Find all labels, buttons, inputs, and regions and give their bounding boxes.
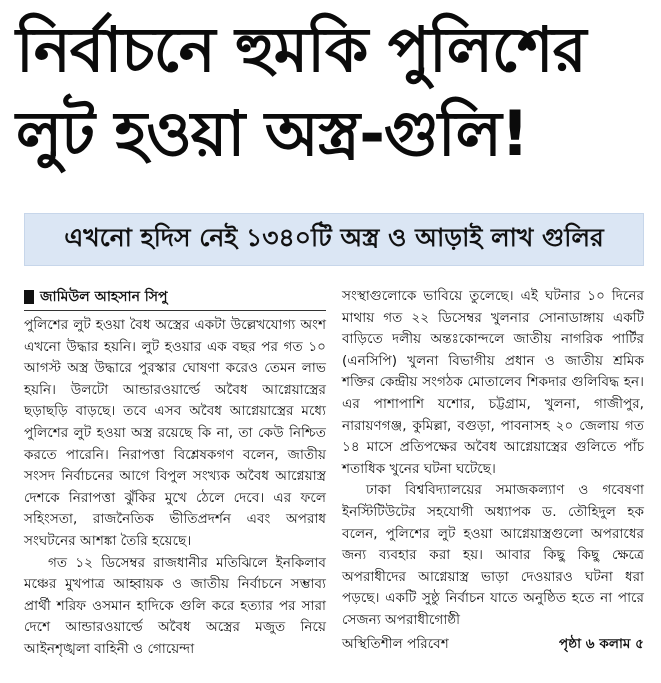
subheadline-box	[24, 213, 644, 266]
column-left	[24, 286, 326, 678]
headline-line-1: নির্বাচনে হুমকি পুলিশের	[16, 13, 586, 86]
paragraph-tail: অস্থিতিশীল পরিবেশ	[342, 635, 449, 652]
column-right	[342, 286, 644, 678]
byline	[24, 286, 326, 308]
paragraph: ঢাকা বিশ্ববিদ্যালয়ের সমাজকল্যাণ ও গবেষণা ইনস্টিটিউটের সহযোগী অধ্যাপক ড. তৌহিদুল হক বলেন, পুলিশের লুট হওয়া আগ্নেয়াস্ত্রগুলো অপরাধের জন্য ব্যবহার করা হয়। আবার কিছু কিছু ক্ষেত্রে অপরাধীদের আগ্নেয়াস্ত্র ভাড়া দেওয়ারও ঘটনা ধরা পড়ছে। একটি সুষ্ঠু নির্বাচন যাতে অনুষ্ঠিত হতে না পারে সেজন্য অপরাধীগোষ্ঠী	[342, 482, 644, 628]
continued-on-page-link[interactable]: পৃষ্ঠা ৬ কলাম ৫	[558, 635, 644, 652]
paragraph: সংস্থাগুলোকে ভাবিয়ে তুলেছে। এই ঘটনার ১০ দিনের মাথায় গত ২২ ডিসেম্বর খুলনার সোনাডাঙ্গায় একটি বাড়িতে দলীয় অন্তঃকোন্দলে জাতীয় নাগরিক পার্টির (এনসিপি) খুলনা বিভাগীয় প্রধান ও জাতীয় শ্রমিক শক্তির কেন্দ্রীয় সংগঠক মোতালেব শিকদার গুলিবিদ্ধ হন। এর পাশাপাশি যশোর, চট্টগ্রাম, খুলনা, গাজীপুর, নারায়ণগঞ্জ, কুমিল্লা, বগুড়া, পাবনাসহ ২০ জেলায় গত ১৪ মাসে প্রতিপক্ষের অবৈধ আগ্নেয়াস্ত্রের গুলিতে পাঁচ শতাধিক খুনের ঘটনা ঘটেছে।	[342, 288, 644, 477]
headline	[16, 8, 646, 176]
subheadline: এখনো হদিস নেই ১৩৪০টি অস্ত্র ও আড়াই লাখ গুলির	[64, 223, 604, 252]
headline-line-2: লুট হওয়া অস্ত্র-গুলি!	[16, 97, 529, 170]
byline-rule	[24, 310, 326, 311]
continuation-line	[342, 634, 644, 656]
paragraph: গত ১২ ডিসেম্বর রাজধানীর মতিঝিলে ইনকিলাব মঞ্চের মুখপাত্র আহ্বায়ক ও জাতীয় নির্বাচনে সম্ভাব্য প্রার্থী শরিফ ওসমান হাদিকে গুলি করে হত্যার পর সারা দেশে আন্ডারওয়ার্ল্ডে অবৈধ অস্ত্রের মজুত নিয়ে আইনশৃঙ্খলা বাহিনী ও গোয়েন্দা	[24, 554, 326, 657]
byline-marker-icon	[24, 290, 34, 304]
article-body	[24, 286, 644, 678]
byline-author: জামিউল আহসান সিপু	[40, 289, 168, 305]
paragraph: পুলিশের লুট হওয়া বৈধ অস্ত্রের একটা উল্লেখযোগ্য অংশ এখনো উদ্ধার হয়নি। লুট হওয়ার এক বছর পর গত ১০ আগস্ট অস্ত্র উদ্ধারে পুরস্কার ঘোষণা করেও তেমন লাভ হয়নি। উলটো আন্ডারওয়ার্ল্ডে অবৈধ আগ্নেয়াস্ত্রের ছড়াছড়ি বাড়ছে। তবে এসব অবৈধ আগ্নেয়াস্ত্রের মধ্যে পুলিশের লুট হওয়া অস্ত্র রয়েছে কি না, তা কেউ নিশ্চিত করতে পারেনি। নিরাপত্তা বিশ্লেষকগণ বলেন, জাতীয় সংসদ নির্বাচনের আগে বিপুল সংখ্যক অবৈধ আগ্নেয়াস্ত্র দেশকে নিরাপত্তা ঝুঁকির মুখে ঠেলে দেবে। এর ফলে সহিংসতা, রাজনৈতিক ভীতিপ্রদর্শন এবং অপরাধ সংঘটনের আশঙ্কা তৈরি হয়েছে।	[24, 317, 326, 549]
